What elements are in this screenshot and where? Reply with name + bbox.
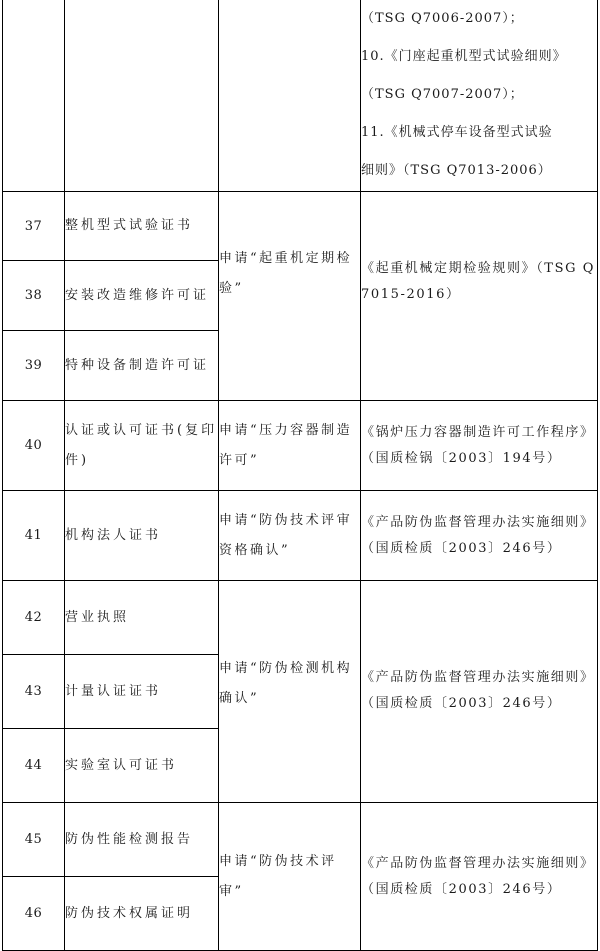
document-cell [65, 192, 219, 261]
basis-line: 细则》（TSG Q7013-2006） [361, 163, 552, 178]
purpose-text: 申请“压力容器制造许可” [219, 422, 353, 468]
purpose-text: 申请“防伪技术评审” [219, 853, 337, 899]
number-cell: 44 [3, 729, 65, 803]
purpose-cell [219, 491, 361, 581]
basis-text: 《产品防伪监督管理办法实施细则》（国质检质〔2003〕246号） [361, 855, 595, 897]
basis-line: （TSG Q7006-2007）； [361, 11, 524, 26]
basis-cell [361, 581, 598, 803]
document-name: 认证或认可证书(复印件) [65, 422, 218, 468]
document-name: 实验室认可证书 [65, 757, 178, 773]
purpose-cell [219, 192, 361, 401]
purpose-text: 申请“防伪检测机构确认” [219, 660, 353, 706]
basis-cell [361, 803, 598, 951]
document-name: 防伪技术权属证明 [65, 905, 194, 921]
basis-cell [361, 401, 598, 491]
basis-text: 《产品防伪监督管理办法实施细则》（国质检质〔2003〕246号） [361, 514, 595, 556]
basis-line: （TSG Q7007-2007）； [361, 87, 524, 102]
document-cell [65, 0, 219, 192]
purpose-cell [219, 401, 361, 491]
number-cell: 37 [3, 192, 65, 261]
document-name: 营业执照 [65, 609, 130, 625]
basis-text: 《产品防伪监督管理办法实施细则》（国质检质〔2003〕246号） [361, 669, 595, 711]
document-cell [65, 803, 219, 877]
document-name: 整机型式试验证书 [65, 218, 194, 233]
number-cell: 42 [3, 581, 65, 655]
basis-cell [361, 491, 598, 581]
document-name: 安装改造维修许可证 [65, 287, 210, 303]
number-cell: 38 [3, 261, 65, 331]
number-cell: 41 [3, 491, 65, 581]
purpose-text: 申请“起重机定期检验” [219, 251, 353, 296]
number-cell [3, 0, 65, 192]
purpose-cell [219, 581, 361, 803]
purpose-cell [219, 803, 361, 951]
document-cell [65, 261, 219, 331]
table-row [3, 491, 598, 581]
table-row [3, 401, 598, 491]
table-row [3, 803, 598, 877]
table-row [3, 192, 598, 261]
table-row [3, 581, 598, 655]
document-cell [65, 581, 219, 655]
number-cell: 39 [3, 331, 65, 401]
document-cell [65, 655, 219, 729]
document-name: 防伪性能检测报告 [65, 831, 194, 847]
number-cell: 43 [3, 655, 65, 729]
document-name: 机构法人证书 [65, 527, 162, 543]
document-name: 特种设备制造许可证 [65, 357, 210, 373]
basis-text: 《起重机械定期检验规则》（TSG Q7015-2016） [361, 261, 596, 302]
basis-text: 《锅炉压力容器制造许可工作程序》（国质检锅〔2003〕194号） [361, 424, 595, 466]
basis-cell [361, 192, 598, 401]
basis-line: 10.《门座起重机型式试验细则》 [361, 49, 567, 64]
basis-line: 11.《机械式停车设备型式试验 [361, 125, 553, 140]
document-table [2, 0, 598, 951]
number-cell: 40 [3, 401, 65, 491]
document-cell [65, 331, 219, 401]
number-cell: 45 [3, 803, 65, 877]
number-cell: 46 [3, 877, 65, 951]
purpose-text: 申请“防伪技术评审资格确认” [219, 512, 353, 558]
table-row [3, 0, 598, 192]
document-name: 计量认证证书 [65, 683, 162, 699]
document-cell [65, 401, 219, 491]
document-cell [65, 491, 219, 581]
document-cell [65, 729, 219, 803]
document-cell [65, 877, 219, 951]
basis-cell [361, 0, 598, 192]
purpose-cell [219, 0, 361, 192]
